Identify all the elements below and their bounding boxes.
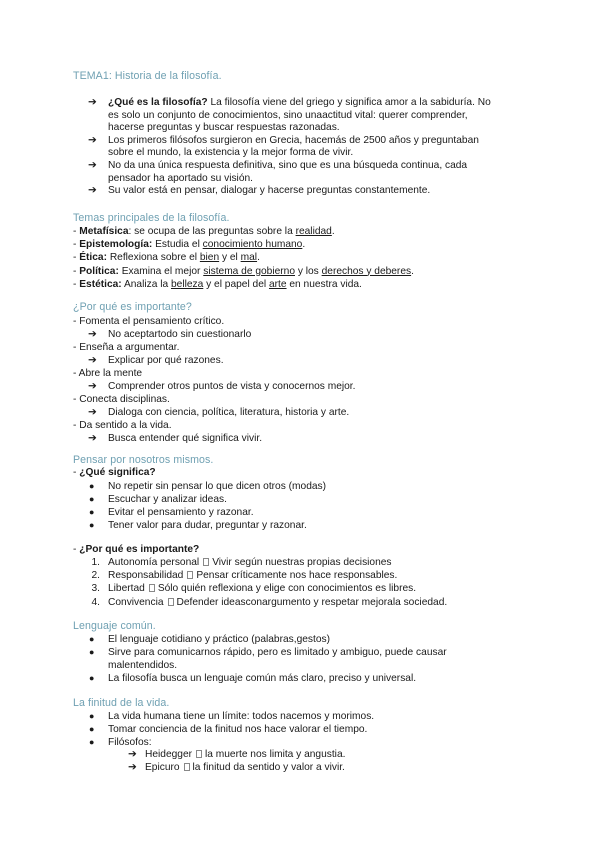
tema-term: Ética: <box>79 252 107 264</box>
question-text: ¿Qué significa? <box>79 467 156 478</box>
intro-line <box>108 122 340 134</box>
tema-text: Estudia el <box>152 239 203 251</box>
numbered-term: Autonomía personal <box>108 557 200 568</box>
finitud-bullet: Filósofos: <box>108 736 152 748</box>
tema-underlined: realidad <box>295 226 332 237</box>
bullet-icon: ● <box>89 647 95 658</box>
arrow-icon: ➔ <box>88 96 97 108</box>
finitud-bullet: Tomar conciencia de la finitud nos hace valorar el tiempo. <box>108 723 368 735</box>
intro-text: es solo un conjunto de conocimientos, sino unaactitud vital: querer comprender, <box>108 109 468 121</box>
question-text: ¿Por qué es importante? <box>79 544 200 555</box>
list-number: 2. <box>91 570 100 582</box>
arrow-icon: ➔ <box>88 406 97 418</box>
tema-text: y los <box>295 265 322 277</box>
missing-glyph-box-icon <box>203 558 209 566</box>
numbered-text: Pensar críticamente nos hace responsables. <box>196 570 398 582</box>
tema-item <box>73 252 260 264</box>
importante-item: - Da sentido a la vida. <box>73 420 172 431</box>
philosopher-name: Heidegger <box>145 749 193 761</box>
tema-text: Examina el mejor <box>118 265 204 277</box>
tema-text: . <box>257 252 260 264</box>
tema-underlined: conocimiento humano <box>202 239 303 251</box>
tema-item <box>73 279 362 291</box>
arrow-icon: ➔ <box>88 328 97 340</box>
intro-line <box>108 110 468 122</box>
list-number: 1. <box>91 557 100 568</box>
pensar-bullet: Evitar el pensamiento y razonar. <box>108 506 254 518</box>
list-number: 4. <box>91 596 100 608</box>
tema-underlined: mal <box>240 252 258 264</box>
section-heading-lenguaje: Lenguaje común. <box>73 620 156 632</box>
tema-underlined: bien <box>199 252 220 264</box>
bullet-icon: ● <box>89 736 95 747</box>
importante-item: - Fomenta el pensamiento crítico. <box>73 316 225 327</box>
arrow-icon: ➔ <box>88 380 97 392</box>
bullet-icon: ● <box>89 480 95 491</box>
intro-text: sobre el mundo, la existencia y la mejor forma de vivir. <box>108 147 354 159</box>
arrow-icon: ➔ <box>88 432 97 444</box>
numbered-item <box>108 557 392 569</box>
importante-subitem: No aceptartodo sin cuestionarlo <box>108 329 252 340</box>
tema-text: y el papel del <box>203 278 269 290</box>
numbered-term: Convivencia <box>108 596 164 608</box>
missing-glyph-box-icon <box>187 571 193 579</box>
numbered-term: Libertad <box>108 583 145 595</box>
numbered-text: Defender ideasconargumento y respetar mejorala sociedad. <box>176 596 448 608</box>
arrow-icon: ➔ <box>88 354 97 366</box>
importante-subitem: Busca entender qué significa vivir. <box>108 433 263 444</box>
bullet-icon: ● <box>89 506 95 517</box>
numbered-item <box>108 570 397 582</box>
pensar-bullet: Tener valor para dudar, preguntar y razonar. <box>108 520 307 532</box>
missing-glyph-box-icon <box>196 750 202 758</box>
importante-item: - Conecta disciplinas. <box>73 394 170 405</box>
tema-underlined: arte <box>268 278 287 290</box>
intro-text: No da una única respuesta definitiva, sino que es una búsqueda continua, cada <box>108 160 468 171</box>
numbered-item <box>108 597 447 609</box>
philosopher-name: Epicuro <box>145 762 180 774</box>
tema-underlined: sistema de gobierno <box>203 265 295 277</box>
tema-term: Epistemología: <box>79 239 153 251</box>
tema-dash: - <box>73 226 80 237</box>
tema-text: Reflexiona sobre el <box>106 252 200 264</box>
arrow-icon: ➔ <box>128 761 137 774</box>
intro-question: ¿Qué es la filosofía? <box>108 97 208 108</box>
bullet-icon: ● <box>89 711 95 721</box>
tema-underlined: derechos y deberes <box>321 265 412 277</box>
section-heading-temas: Temas principales de la filosofía. <box>73 212 230 224</box>
numbered-text: Sólo quién reflexiona y elige con conocimientos es libres. <box>157 583 417 595</box>
page-title: TEMA1: Historia de la filosofía. <box>73 70 222 82</box>
intro-text: La filosofía viene del griego y significa amor a la sabiduría. No <box>207 97 491 108</box>
tema-text: . <box>411 265 414 277</box>
arrow-icon: ➔ <box>88 133 97 146</box>
dash: - <box>73 467 80 478</box>
pensar-question-2 <box>73 544 199 556</box>
missing-glyph-box-icon <box>168 598 174 606</box>
pensar-bullet: Escuchar y analizar ideas. <box>108 493 227 505</box>
finitud-bullet: La vida humana tiene un límite: todos nacemos y morimos. <box>108 711 375 722</box>
lenguaje-line: Sirve para comunicarnos rápido, pero es limitado y ambiguo, puede causar <box>108 647 447 659</box>
intro-line <box>108 185 430 197</box>
tema-item <box>73 239 305 251</box>
pensar-question-1 <box>73 467 156 479</box>
tema-term: Política: <box>79 265 119 277</box>
intro-line <box>108 135 479 147</box>
bullet-icon: ● <box>89 520 95 531</box>
importante-item: - Abre la mente <box>73 368 143 379</box>
tema-text: en nuestra vida. <box>286 278 362 290</box>
philosopher-text: la finitud da sentido y valor a vivir. <box>192 762 345 774</box>
intro-line <box>108 97 491 109</box>
bullet-icon: ● <box>89 723 95 734</box>
tema-text: . <box>302 239 306 251</box>
section-heading-pensar: Pensar por nosotros mismos. <box>73 454 214 466</box>
list-number: 3. <box>91 583 100 595</box>
intro-text: Los primeros filósofos surgieron en Grecia, hacemás de 2500 años y preguntaban <box>108 134 479 146</box>
numbered-text: Vivir según nuestras propias decisiones <box>212 557 392 568</box>
intro-text: hacerse preguntas y buscar respuestas razonadas. <box>108 122 340 134</box>
bullet-icon: ● <box>89 493 95 504</box>
tema-term: Estética: <box>79 278 122 290</box>
lenguaje-line: malentendidos. <box>108 660 178 672</box>
arrow-icon: ➔ <box>128 748 137 761</box>
tema-dash: - <box>73 278 80 290</box>
intro-text: pensador ha aportado su visión. <box>108 172 253 184</box>
numbered-item <box>108 583 416 595</box>
intro-line <box>108 173 253 185</box>
philosopher-item <box>145 749 345 761</box>
intro-line <box>108 160 467 172</box>
tema-text: . <box>331 226 335 237</box>
missing-glyph-box-icon <box>149 584 155 592</box>
tema-underlined: belleza <box>170 278 204 290</box>
tema-text: y el <box>219 252 241 264</box>
lenguaje-line: El lenguaje cotidiano y práctico (palabras,gestos) <box>108 634 330 645</box>
tema-term: Metafísica <box>79 226 129 237</box>
importante-subitem: Explicar por qué razones. <box>108 355 224 366</box>
philosopher-text: la muerte nos limita y angustia. <box>205 749 346 761</box>
section-heading-importante: ¿Por qué es importante? <box>73 301 192 313</box>
importante-subitem: Dialoga con ciencia, política, literatura, historia y arte. <box>108 407 350 418</box>
pensar-bullet: No repetir sin pensar lo que dicen otros (modas) <box>108 480 327 492</box>
arrow-icon: ➔ <box>88 184 97 197</box>
intro-text: Su valor está en pensar, dialogar y hacerse preguntas constantemente. <box>108 185 431 197</box>
tema-dash: - <box>73 252 80 264</box>
importante-item: - Enseña a argumentar. <box>73 342 180 353</box>
missing-glyph-box-icon <box>184 763 190 771</box>
lenguaje-line: La filosofía busca un lenguaje común más claro, preciso y universal. <box>108 673 417 685</box>
tema-item <box>73 226 335 238</box>
bullet-icon: ● <box>89 673 95 684</box>
dash: - <box>73 544 80 555</box>
bullet-icon: ● <box>89 634 95 644</box>
tema-item <box>73 266 414 278</box>
tema-text: Analiza la <box>121 278 171 290</box>
section-heading-finitud: La finitud de la vida. <box>73 697 170 709</box>
importante-subitem: Comprender otros puntos de vista y conocernos mejor. <box>108 381 356 392</box>
tema-text: : se ocupa de las preguntas sobre la <box>128 226 296 237</box>
intro-line <box>108 147 353 159</box>
arrow-icon: ➔ <box>88 159 97 171</box>
numbered-term: Responsabilidad <box>108 570 184 582</box>
tema-dash: - <box>73 239 80 251</box>
tema-dash: - <box>73 265 80 277</box>
philosopher-item <box>145 762 345 774</box>
